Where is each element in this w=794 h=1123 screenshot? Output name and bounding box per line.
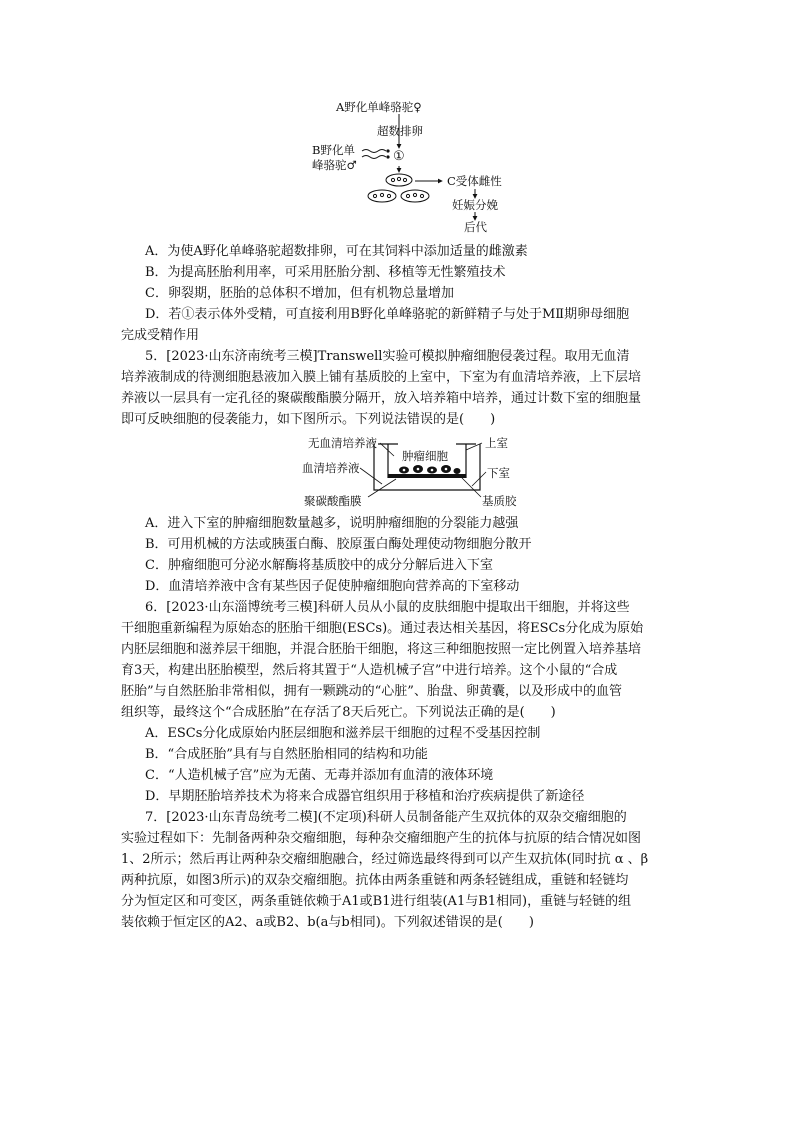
label-superovulation: 超数排卵: [377, 124, 423, 138]
label-serum-medium: 血清培养液: [302, 461, 360, 475]
q7-stem-3: 1、2所示；然后再让两种杂交瘤细胞融合，经过筛选最终得到可以产生双抗体(同时抗 α 、β: [121, 852, 649, 867]
label-offspring: 后代: [464, 220, 487, 234]
q6-stem-1: 6．[2023·山东淄博统考三模]科研人员从小鼠的皮肤细胞中提取出干细胞，并将这些: [145, 600, 630, 615]
q6-option-d: D．早期胚胎培养技术为将来合成器官组织用于移植和治疗疾病提供了新途径: [145, 789, 585, 804]
q4-option-b: B．为提高胚胎利用率，可采用胚胎分割、移植等无性繁殖技术: [145, 265, 506, 280]
q5-stem-2: 培养液制成的待测细胞悬液加入膜上铺有基质胶的上室中，下室为有血清培养液，上下层培: [121, 370, 642, 385]
label-matrigel: 基质胶: [482, 494, 517, 508]
q5-stem-3: 养液以一层具有一定孔径的聚碳酸酯膜分隔开，放入培养箱中培养，通过计数下室的细胞量: [121, 391, 642, 406]
q5-stem-1: 5．[2023·山东济南统考三模]Transwell实验可模拟肿瘤细胞侵袭过程。取用无血清: [145, 349, 630, 364]
q7-stem-1: 7．[2023·山东青岛统考二模](不定项)科研人员制备能产生双抗体的双杂交瘤细胞的: [145, 810, 627, 825]
q7-stem-5: 分为恒定区和可变区，两条重链依赖于A1或B1进行组装(A1与B1相同)，重链与轻链的组: [121, 894, 632, 909]
label-b-male-camel-1: B野化单: [312, 143, 355, 157]
q7-stem-6: 装依赖于恒定区的A2、a或B2、b(a与b相同)。下列叙述错误的是( ): [121, 915, 534, 930]
label-upper-chamber: 上室: [485, 436, 508, 450]
label-recipient-female: C受体雌性: [447, 174, 502, 188]
q4-option-c: C．卵裂期，胚胎的总体积不增加，但有机物总量增加: [145, 286, 454, 301]
q6-option-c: C．“人造机械子宫”应为无菌、无毒并添加有血清的液体环境: [145, 768, 494, 783]
membrane-layer: [388, 474, 466, 478]
q5-option-d: D．血清培养液中含有某些因子促使肿瘤细胞向营养高的下室移动: [145, 579, 520, 594]
q6-stem-2: 干细胞重新编程为原始态的胚胎干细胞(ESCs)。通过表达相关基因，将ESCs分化成为原始: [121, 621, 644, 636]
label-tumor-cells: 肿瘤细胞: [402, 449, 448, 463]
label-lower-chamber: 下室: [487, 466, 510, 480]
label-step-1: ①: [393, 149, 405, 164]
q6-option-b: B．“合成胚胎”具有与自然胚胎相同的结构和功能: [145, 747, 428, 762]
label-b-male-camel-2: 峰骆驼♂: [312, 158, 357, 172]
label-membrane: 聚碳酸酯膜: [304, 494, 362, 508]
q7-stem-4: 两种抗原，如图3所示)的双杂交瘤细胞。抗体由两条重链和两条轻链组成，重链和轻链均: [121, 873, 629, 888]
q6-stem-4: 育3天，构建出胚胎模型，然后将其置于“人造机械子宫”中进行培养。这个小鼠的“合成: [121, 663, 618, 678]
q5-stem-4: 即可反映细胞的侵袭能力，如下图所示。下列说法错误的是( ): [121, 412, 496, 427]
q5-option-b: B．可用机械的方法或胰蛋白酶、胶原蛋白酶处理使动物细胞分散开: [145, 537, 532, 552]
label-serum-free-medium: 无血清培养液: [308, 436, 377, 450]
tumor-cell-icons: [399, 465, 461, 474]
q5-option-c: C．肿瘤细胞可分泌水解酶将基质胶中的成分分解后进入下室: [145, 558, 493, 573]
q7-stem-2: 实验过程如下：先制备两种杂交瘤细胞，每种杂交瘤细胞产生的抗体与抗原的结合情况如图: [121, 831, 642, 846]
q4-option-a: A．为使A野化单峰骆驼超数排卵，可在其饲料中添加适量的雌激素: [145, 244, 528, 259]
label-pregnancy: 妊娠分娩: [452, 198, 498, 212]
q6-stem-5: 胚胎”与自然胚胎非常相似，拥有一颗跳动的“心脏”、胎盘、卵黄囊，以及形成中的血管: [121, 684, 622, 699]
q4-option-d-cont: 完成受精作用: [121, 328, 200, 343]
q5-option-a: A．进入下室的肿瘤细胞数量越多，说明肿瘤细胞的分裂能力越强: [145, 516, 519, 531]
label-a-female-camel: A野化单峰骆驼♀: [336, 100, 422, 114]
q6-option-a: A．ESCs分化成原始内胚层细胞和滋养层干细胞的过程不受基因控制: [145, 726, 541, 741]
q4-option-d: D．若①表示体外受精，可直接利用B野化单峰骆驼的新鲜精子与处于MⅡ期卵母细胞: [145, 307, 630, 322]
q6-stem-6: 组织等，最终这个“合成胚胎”在存活了8天后死亡。下列说法正确的是( ): [121, 705, 556, 720]
figure2-drawing: [0, 0, 794, 520]
q6-stem-3: 内胚层细胞和滋养层干细胞，并混合胚胎干细胞，将这三种细胞按照一定比例置入培养基培: [121, 642, 642, 657]
